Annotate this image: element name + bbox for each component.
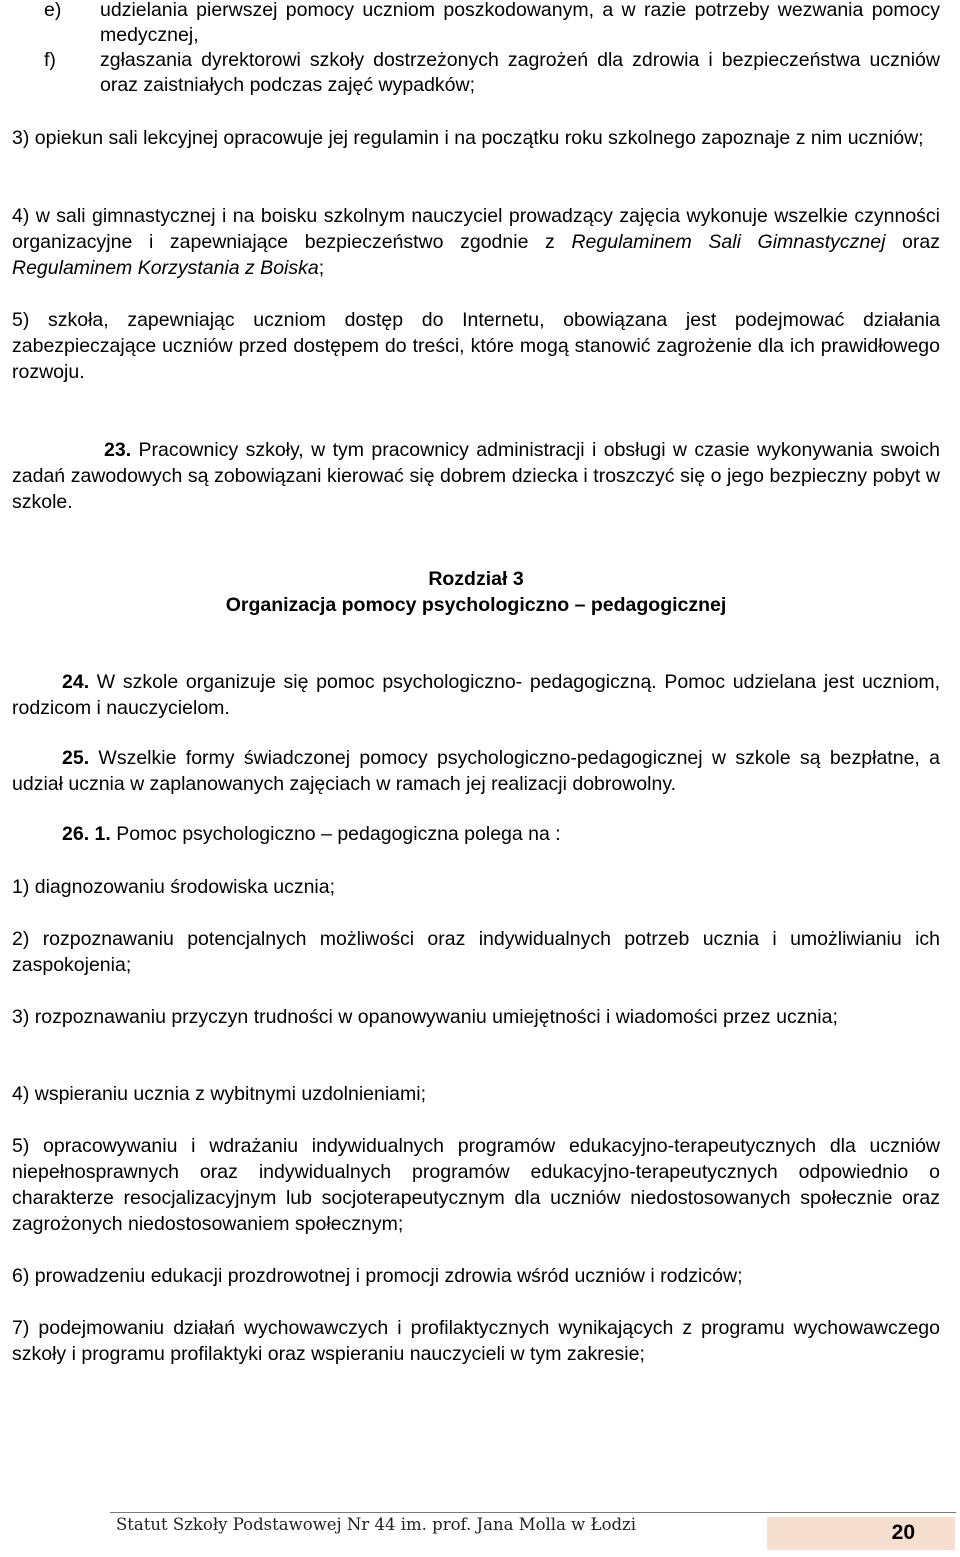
page-number-box	[767, 1517, 955, 1550]
section-23	[12, 437, 940, 515]
item-text-f: zgłaszania dyrektorowi szkoły dostrzeżonych zagrożeń dla zdrowia i bezpieczeństwa uczniów oraz zaistniałych podczas zajęć wypadków;	[100, 49, 940, 96]
section-25-text: Wszelkie formy świadczonej pomocy psychologiczno-pedagogicznej w szkole są bezpłatne, a udział ucznia w zaplanowanych zajęciach w ramach jej realizacji dobrowolny.	[12, 747, 940, 795]
footer-title: Statut Szkoły Podstawowej Nr 44 im. prof. Jana Molla w Łodzi	[116, 1515, 637, 1534]
paragraph-4	[12, 203, 940, 281]
footer-divider	[110, 1512, 956, 1513]
list-item-f	[44, 48, 940, 98]
paragraph-4-regulation-field: Regulaminem Korzystania z Boiska	[12, 257, 319, 279]
list-item: 2) rozpoznawaniu potencjalnych możliwości oraz indywidualnych potrzeb ucznia i umożliwianiu ich zaspokojenia;	[12, 928, 940, 976]
section-26	[12, 821, 940, 847]
paragraph-4-regulation-gym: Regulaminem Sali Gimnastycznej	[571, 231, 886, 253]
page-number: 20	[891, 1521, 915, 1544]
paragraph-4-text-c: ;	[318, 257, 325, 279]
section-24-number: 24.	[62, 671, 90, 693]
chapter-title: Rozdział 3	[428, 568, 524, 590]
paragraph-4-text-a: 4) w sali gimnastycznej i na boisku szkolnym nauczyciel prowadzący zajęcia wykonuje wszelkie czynności organizacyjne i zapewniające bezpieczeństwo zgodnie z	[12, 205, 940, 253]
section-24-text: W szkole organizuje się pomoc psychologiczno- pedagogiczną. Pomoc udzielana jest uczniom, rodzicom i nauczycielom.	[12, 671, 940, 719]
item-label-f: f)	[44, 49, 56, 71]
section-26-number: 26. 1.	[62, 823, 111, 845]
list-item: 3) rozpoznawaniu przyczyn trudności w opanowywaniu umiejętności i wiadomości przez ucznia;	[12, 1006, 838, 1028]
chapter-subtitle: Organizacja pomocy psychologiczno – pedagogicznej	[225, 594, 727, 616]
section-23-number: 23.	[104, 439, 132, 461]
item-text-e: udzielania pierwszej pomocy uczniom poszkodowanym, a w razie potrzeby wezwania pomocy medycznej,	[100, 0, 940, 46]
list-item: 1) diagnozowaniu środowiska ucznia;	[12, 876, 336, 898]
list-item: 5) opracowywaniu i wdrażaniu indywidualnych programów edukacyjno-terapeutycznych dla uczniów niepełnosprawnych oraz indywidualnych programów edukacyjno-terapeutycznych odpowiednio o charakterze resocjalizacyjnym lub socjoterapeutycznym dla uczniów niedostosowanych społecznie oraz zagrożonych niedostosowaniem społecznym;	[12, 1135, 940, 1235]
list-item: 4) wspieraniu ucznia z wybitnymi uzdolnieniami;	[12, 1083, 427, 1105]
section-25-number: 25.	[62, 747, 90, 769]
paragraph-3: 3) opiekun sali lekcyjnej opracowuje jej regulamin i na początku roku szkolnego zapoznaje z nim uczniów;	[12, 127, 924, 149]
section-26-text: Pomoc psychologiczno – pedagogiczna polega na :	[110, 823, 561, 845]
paragraph-4-text-b: oraz	[885, 231, 940, 253]
list-item-e	[44, 0, 940, 48]
paragraph-5: 5) szkoła, zapewniając uczniom dostęp do Internetu, obowiązana jest podejmować działania zabezpieczające uczniów przed dostępem do treści, które mogą stanowić zagrożenie dla ich prawidłowego rozwoju.	[12, 309, 940, 383]
section-25	[12, 745, 940, 797]
list-item: 6) prowadzeniu edukacji prozdrowotnej i promocji zdrowia wśród uczniów i rodziców;	[12, 1265, 743, 1287]
section-24	[12, 669, 940, 721]
item-label-e: e)	[44, 0, 62, 21]
list-item: 7) podejmowaniu działań wychowawczych i profilaktycznych wynikających z programu wychowawczego szkoły i programu profilaktyki oraz wspieraniu nauczycieli w tym zakresie;	[12, 1317, 940, 1365]
section-23-text: Pracownicy szkoły, w tym pracownicy administracji i obsługi w czasie wykonywania swoich zadań zawodowych są zobowiązani kierować się dobrem dziecka i troszczyć się o jego bezpieczny pobyt w szkole.	[12, 439, 940, 513]
